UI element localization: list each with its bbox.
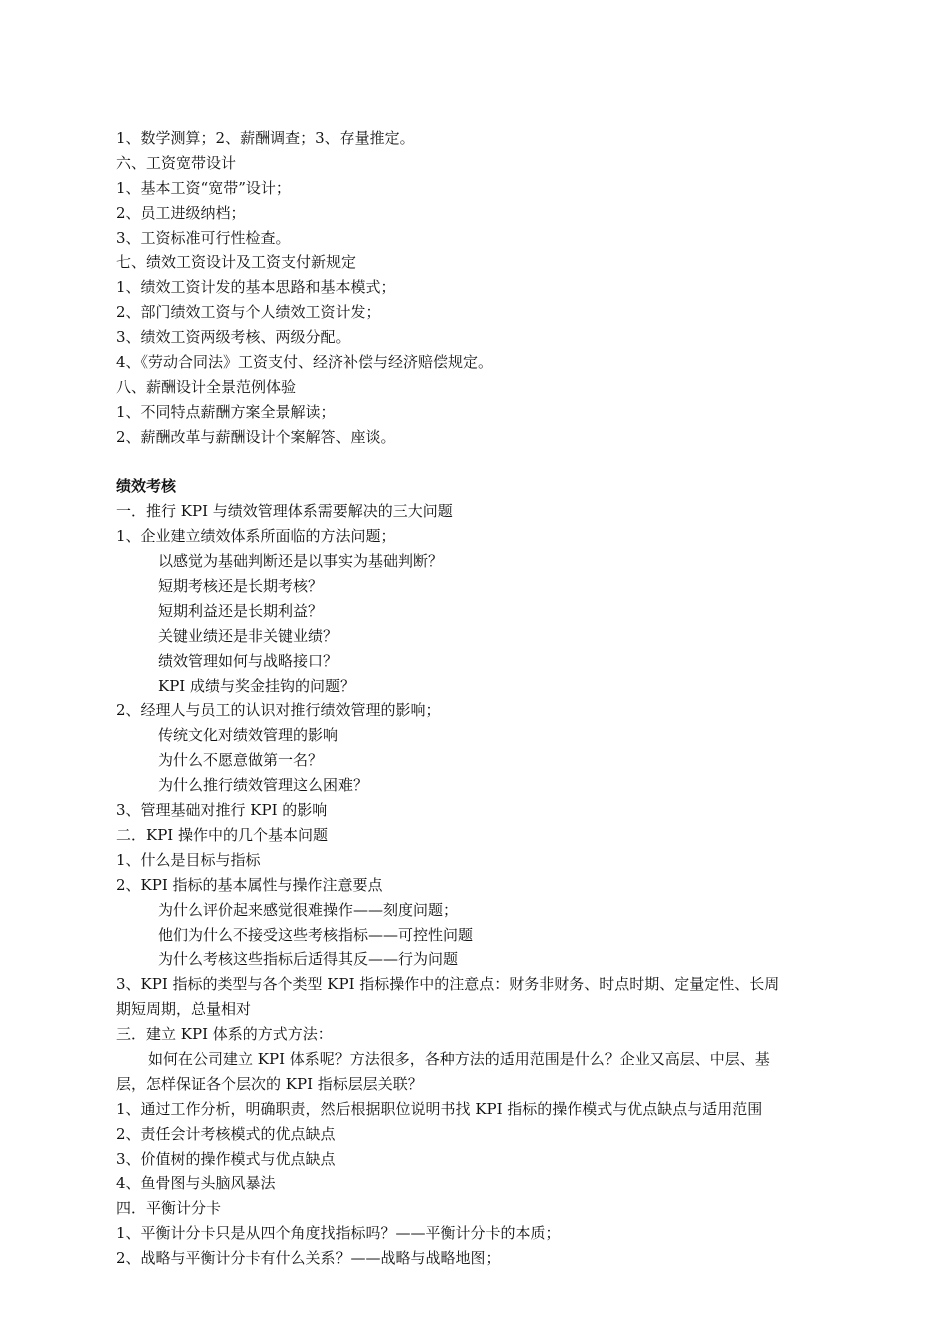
text-line: 2、战略与平衡计分卡有什么关系？——战略与战略地图；: [116, 1249, 501, 1268]
text-line: 4、《劳动合同法》工资支付、经济补偿与经济赔偿规定。: [116, 353, 494, 372]
indented-question: 他们为什么不接受这些考核指标——可控性问题: [158, 925, 474, 944]
indented-question: KPI 成绩与奖金挂钩的问题？: [158, 676, 355, 695]
text-line: 1、什么是目标与指标: [116, 850, 261, 869]
indented-question: 以感觉为基础判断还是以事实为基础判断？: [158, 552, 444, 571]
text-line: 1、绩效工资计发的基本思路和基本模式；: [116, 278, 396, 297]
indented-question: 绩效管理如何与战略接口？: [158, 651, 339, 670]
text-line: 1、平衡计分卡只是从四个角度找指标吗？——平衡计分卡的本质；: [116, 1224, 561, 1243]
text-line: 3、管理基础对推行 KPI 的影响: [116, 801, 328, 820]
section-heading-6: 六、工资宽带设计: [116, 153, 237, 172]
indented-question: 传统文化对绩效管理的影响: [158, 726, 339, 745]
paragraph-line: 如何在公司建立 KPI 体系呢？方法很多，各种方法的适用范围是什么？企业又高层、中层、基: [148, 1049, 770, 1068]
text-line: 1、数学测算；2、薪酬调查；3、存量推定。: [116, 129, 415, 147]
indented-question: 关键业绩还是非关键业绩？: [158, 626, 339, 645]
text-line-continuation: 期短周期，总量相对: [116, 1000, 252, 1019]
text-line: 2、部门绩效工资与个人绩效工资计发；: [116, 303, 381, 322]
text-line: 1、通过工作分析，明确职责，然后根据职位说明书找 KPI 指标的操作模式与优点缺点与适用范围: [116, 1099, 763, 1118]
text-line: 2、薪酬改革与薪酬设计个案解答、座谈。: [116, 427, 396, 446]
subsection-heading-3: 三．建立 KPI 体系的方式方法：: [116, 1025, 333, 1044]
section-heading-8: 八、薪酬设计全景范例体验: [116, 377, 297, 396]
indented-question: 为什么推行绩效管理这么困难？: [158, 776, 369, 795]
section-title-performance: 绩效考核: [116, 477, 177, 496]
indented-question: 为什么考核这些指标后适得其反——行为问题: [158, 950, 459, 969]
text-line: 3、价值树的操作模式与优点缺点: [116, 1149, 336, 1168]
text-line: 2、责任会计考核模式的优点缺点: [116, 1124, 336, 1143]
section-heading-7: 七、绩效工资设计及工资支付新规定: [116, 253, 357, 272]
text-line: 4、鱼骨图与头脑风暴法: [116, 1174, 276, 1193]
blank-line: [116, 450, 846, 475]
subsection-heading-1: 一．推行 KPI 与绩效管理体系需要解决的三大问题: [116, 502, 453, 521]
indented-question: 短期利益还是长期利益？: [158, 601, 324, 620]
text-line: 1、企业建立绩效体系所面临的方法问题；: [116, 527, 396, 546]
text-line: 1、基本工资“宽带”设计；: [116, 178, 291, 197]
indented-question: 为什么评价起来感觉很难操作——刻度问题；: [158, 900, 459, 919]
text-line: 3、工资标准可行性检查。: [116, 228, 291, 247]
text-line: 2、员工进级纳档；: [116, 203, 246, 222]
paragraph-line-continuation: 层，怎样保证各个层次的 KPI 指标层层关联？: [116, 1074, 423, 1093]
document-page: [116, 126, 846, 1271]
indented-question: 为什么不愿意做第一名？: [158, 751, 324, 770]
text-line: 2、KPI 指标的基本属性与操作注意要点: [116, 875, 383, 894]
text-line: 3、KPI 指标的类型与各个类型 KPI 指标操作中的注意点：财务非财务、时点时期、定量定性、长周: [116, 975, 780, 994]
subsection-heading-4: 四．平衡计分卡: [116, 1199, 222, 1218]
indented-question: 短期考核还是长期考核？: [158, 577, 324, 596]
text-line: 2、经理人与员工的认识对推行绩效管理的影响；: [116, 701, 441, 720]
text-line: 3、绩效工资两级考核、两级分配。: [116, 328, 351, 347]
subsection-heading-2: 二．KPI 操作中的几个基本问题: [116, 825, 328, 844]
text-line: 1、不同特点薪酬方案全景解读；: [116, 402, 336, 421]
